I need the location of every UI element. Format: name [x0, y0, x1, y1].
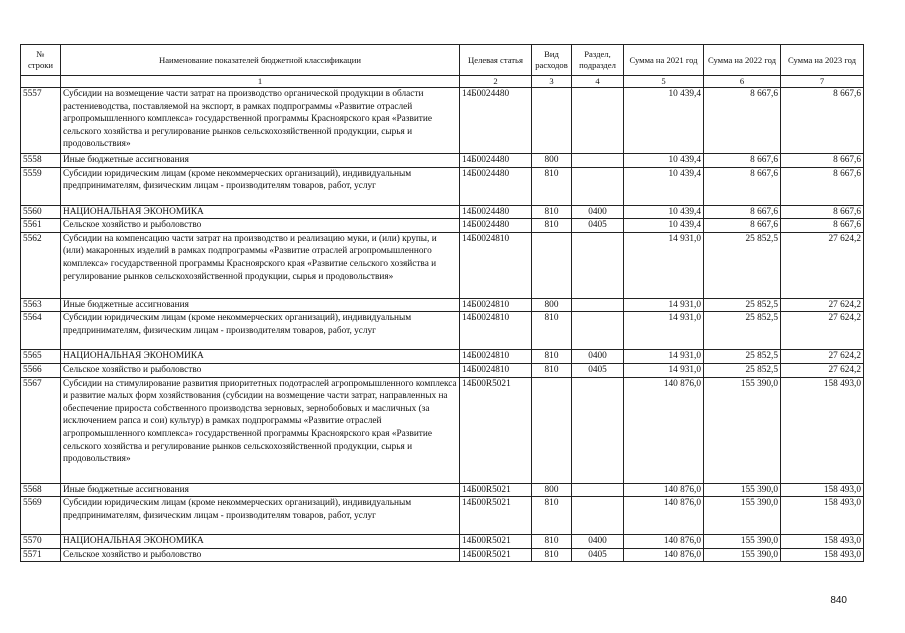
sum-2021-cell: 10 439,4	[624, 219, 704, 233]
sum-2022-cell: 155 390,0	[704, 377, 781, 483]
row-number-cell: 5561	[21, 219, 61, 233]
sum-2021-cell: 10 439,4	[624, 167, 704, 205]
sum-2023-cell: 27 624,2	[781, 232, 864, 298]
sum-2023-cell: 8 667,6	[781, 167, 864, 205]
section-cell	[572, 497, 624, 535]
sum-2021-cell: 14 931,0	[624, 350, 704, 364]
header-target-article: Целевая статья	[460, 45, 532, 76]
expense-type-cell: 810	[532, 312, 572, 350]
target-article-cell: 14Б0024480	[460, 205, 532, 219]
sum-2022-cell: 25 852,5	[704, 232, 781, 298]
header-sum-2021: Сумма на 2021 год	[624, 45, 704, 76]
table-row	[21, 219, 864, 233]
header-sum-2022: Сумма на 2022 год	[704, 45, 781, 76]
table-row	[21, 377, 864, 483]
name-cell: Сельское хозяйство и рыболовство	[61, 219, 460, 233]
target-article-cell: 14Б00R5021	[460, 535, 532, 549]
sum-2022-cell: 25 852,5	[704, 298, 781, 312]
col-number: 5	[624, 76, 704, 88]
target-article-cell: 14Б00R5021	[460, 497, 532, 535]
row-number-cell: 5564	[21, 312, 61, 350]
sum-2022-cell: 8 667,6	[704, 167, 781, 205]
sum-2022-cell: 155 390,0	[704, 548, 781, 562]
name-cell: Субсидии на возмещение части затрат на производство органической продукции в области растениеводства, поставляемой на экспорт, в рамках подпрограммы «Развитие отраслей агропромышленного комплекса» государственной программы Красноярского края «Развитие сельского хозяйства и регулирование рынков сельскохозяйственной продукции, сырья и продовольствия»	[61, 88, 460, 154]
row-number-cell: 5566	[21, 363, 61, 377]
target-article-cell: 14Б0024810	[460, 350, 532, 364]
sum-2021-cell: 140 876,0	[624, 548, 704, 562]
sum-2021-cell: 140 876,0	[624, 497, 704, 535]
expense-type-cell: 810	[532, 535, 572, 549]
section-cell	[572, 377, 624, 483]
expense-type-cell: 810	[532, 350, 572, 364]
expense-type-cell: 810	[532, 497, 572, 535]
section-cell	[572, 167, 624, 205]
name-cell: Сельское хозяйство и рыболовство	[61, 363, 460, 377]
name-cell: Субсидии юридическим лицам (кроме некоммерческих организаций), индивидуальным предпринимателям, физическим лицам - производителям товаров, работ, услуг	[61, 167, 460, 205]
sum-2022-cell: 155 390,0	[704, 535, 781, 549]
table-row	[21, 535, 864, 549]
sum-2021-cell: 140 876,0	[624, 483, 704, 497]
row-number-cell: 5568	[21, 483, 61, 497]
row-number-cell: 5559	[21, 167, 61, 205]
table-row	[21, 167, 864, 205]
row-number-cell: 5570	[21, 535, 61, 549]
name-cell: Субсидии на стимулирование развития приоритетных подотраслей агропромышленного комплекса и развитие малых форм хозяйствования (субсидии на возмещение части затрат, направленных на обеспечение прироста собственного производства зерновых, зернобобовых и масличных (за исключением рапса и сои) культур) в рамках подпрограммы «Развитие отраслей агропромышленного комплекса» государственной программы Красноярского края «Развитие сельского хозяйства и регулирование рынков сельскохозяйственной продукции, сырья и продовольствия»	[61, 377, 460, 483]
sum-2023-cell: 8 667,6	[781, 219, 864, 233]
sum-2022-cell: 155 390,0	[704, 497, 781, 535]
sum-2022-cell: 8 667,6	[704, 205, 781, 219]
table-row	[21, 154, 864, 168]
sum-2023-cell: 158 493,0	[781, 497, 864, 535]
target-article-cell: 14Б0024810	[460, 232, 532, 298]
sum-2023-cell: 158 493,0	[781, 483, 864, 497]
name-cell: НАЦИОНАЛЬНАЯ ЭКОНОМИКА	[61, 350, 460, 364]
expense-type-cell: 810	[532, 548, 572, 562]
header-row-number: № строки	[21, 45, 61, 76]
sum-2023-cell: 158 493,0	[781, 548, 864, 562]
sum-2021-cell: 10 439,4	[624, 88, 704, 154]
sum-2023-cell: 27 624,2	[781, 350, 864, 364]
header-name: Наименование показателей бюджетной классификации	[61, 45, 460, 76]
section-cell: 0405	[572, 548, 624, 562]
target-article-cell: 14Б0024810	[460, 363, 532, 377]
page-number: 840	[830, 595, 847, 606]
target-article-cell: 14Б0024480	[460, 88, 532, 154]
row-number-cell: 5571	[21, 548, 61, 562]
sum-2022-cell: 25 852,5	[704, 363, 781, 377]
table-row	[21, 205, 864, 219]
sum-2023-cell: 158 493,0	[781, 535, 864, 549]
section-cell	[572, 232, 624, 298]
section-cell	[572, 312, 624, 350]
sum-2023-cell: 27 624,2	[781, 312, 864, 350]
target-article-cell: 14Б0024810	[460, 312, 532, 350]
expense-type-cell: 800	[532, 154, 572, 168]
name-cell: Субсидии юридическим лицам (кроме некоммерческих организаций), индивидуальным предпринимателям, физическим лицам - производителям товаров, работ, услуг	[61, 497, 460, 535]
budget-table-page	[20, 44, 863, 562]
expense-type-cell: 810	[532, 205, 572, 219]
table-row	[21, 88, 864, 154]
expense-type-cell: 810	[532, 219, 572, 233]
table-row	[21, 298, 864, 312]
row-number-cell: 5562	[21, 232, 61, 298]
target-article-cell: 14Б0024480	[460, 154, 532, 168]
sum-2022-cell: 8 667,6	[704, 154, 781, 168]
section-cell: 0400	[572, 350, 624, 364]
expense-type-cell: 810	[532, 167, 572, 205]
section-cell: 0405	[572, 219, 624, 233]
name-cell: Иные бюджетные ассигнования	[61, 298, 460, 312]
sum-2021-cell: 10 439,4	[624, 205, 704, 219]
header-sum-2023: Сумма на 2023 год	[781, 45, 864, 76]
col-number: 3	[532, 76, 572, 88]
section-cell	[572, 298, 624, 312]
budget-table	[20, 44, 864, 562]
name-cell: Сельское хозяйство и рыболовство	[61, 548, 460, 562]
sum-2023-cell: 27 624,2	[781, 363, 864, 377]
table-row	[21, 483, 864, 497]
sum-2023-cell: 8 667,6	[781, 154, 864, 168]
table-row	[21, 363, 864, 377]
table-row	[21, 548, 864, 562]
col-number: 7	[781, 76, 864, 88]
sum-2021-cell: 140 876,0	[624, 377, 704, 483]
table-row	[21, 350, 864, 364]
name-cell: Иные бюджетные ассигнования	[61, 154, 460, 168]
sum-2021-cell: 140 876,0	[624, 535, 704, 549]
expense-type-cell: 810	[532, 363, 572, 377]
row-number-cell: 5569	[21, 497, 61, 535]
table-row	[21, 312, 864, 350]
table-body	[21, 88, 864, 562]
row-number-cell: 5560	[21, 205, 61, 219]
sum-2021-cell: 14 931,0	[624, 312, 704, 350]
sum-2023-cell: 8 667,6	[781, 88, 864, 154]
sum-2023-cell: 27 624,2	[781, 298, 864, 312]
section-cell	[572, 483, 624, 497]
sum-2022-cell: 25 852,5	[704, 350, 781, 364]
sum-2022-cell: 25 852,5	[704, 312, 781, 350]
col-number: 1	[61, 76, 460, 88]
sum-2021-cell: 14 931,0	[624, 363, 704, 377]
sum-2023-cell: 158 493,0	[781, 377, 864, 483]
row-number-cell: 5557	[21, 88, 61, 154]
sum-2021-cell: 14 931,0	[624, 232, 704, 298]
table-row	[21, 497, 864, 535]
table-row	[21, 232, 864, 298]
target-article-cell: 14Б0024480	[460, 219, 532, 233]
row-number-cell: 5567	[21, 377, 61, 483]
sum-2023-cell: 8 667,6	[781, 205, 864, 219]
row-number-cell: 5565	[21, 350, 61, 364]
col-number: 2	[460, 76, 532, 88]
sum-2022-cell: 155 390,0	[704, 483, 781, 497]
header-expense-type: Вид расходов	[532, 45, 572, 76]
target-article-cell: 14Б00R5021	[460, 483, 532, 497]
name-cell: НАЦИОНАЛЬНАЯ ЭКОНОМИКА	[61, 535, 460, 549]
target-article-cell: 14Б0024810	[460, 298, 532, 312]
section-cell: 0400	[572, 205, 624, 219]
expense-type-cell	[532, 88, 572, 154]
section-cell	[572, 154, 624, 168]
target-article-cell: 14Б00R5021	[460, 377, 532, 483]
section-cell: 0400	[572, 535, 624, 549]
header-section: Раздел, подраздел	[572, 45, 624, 76]
name-cell: НАЦИОНАЛЬНАЯ ЭКОНОМИКА	[61, 205, 460, 219]
row-number-cell: 5558	[21, 154, 61, 168]
col-number: 6	[704, 76, 781, 88]
name-cell: Субсидии на компенсацию части затрат на производство и реализацию муки, и (или) крупы, и (или) макаронных изделий в рамках подпрограммы «Развитие отраслей агропромышленного комплекса» государственной программы Красноярского края «Развитие сельского хозяйства и регулирование рынков сельскохозяйственной продукции, сырья и продовольствия»	[61, 232, 460, 298]
sum-2021-cell: 14 931,0	[624, 298, 704, 312]
name-cell: Иные бюджетные ассигнования	[61, 483, 460, 497]
col-number	[21, 76, 61, 88]
sum-2022-cell: 8 667,6	[704, 219, 781, 233]
row-number-cell: 5563	[21, 298, 61, 312]
target-article-cell: 14Б0024480	[460, 167, 532, 205]
sum-2022-cell: 8 667,6	[704, 88, 781, 154]
expense-type-cell: 800	[532, 298, 572, 312]
sum-2021-cell: 10 439,4	[624, 154, 704, 168]
expense-type-cell	[532, 377, 572, 483]
expense-type-cell	[532, 232, 572, 298]
col-number: 4	[572, 76, 624, 88]
section-cell	[572, 88, 624, 154]
section-cell: 0405	[572, 363, 624, 377]
expense-type-cell: 800	[532, 483, 572, 497]
target-article-cell: 14Б00R5021	[460, 548, 532, 562]
name-cell: Субсидии юридическим лицам (кроме некоммерческих организаций), индивидуальным предпринимателям, физическим лицам - производителям товаров, работ, услуг	[61, 312, 460, 350]
